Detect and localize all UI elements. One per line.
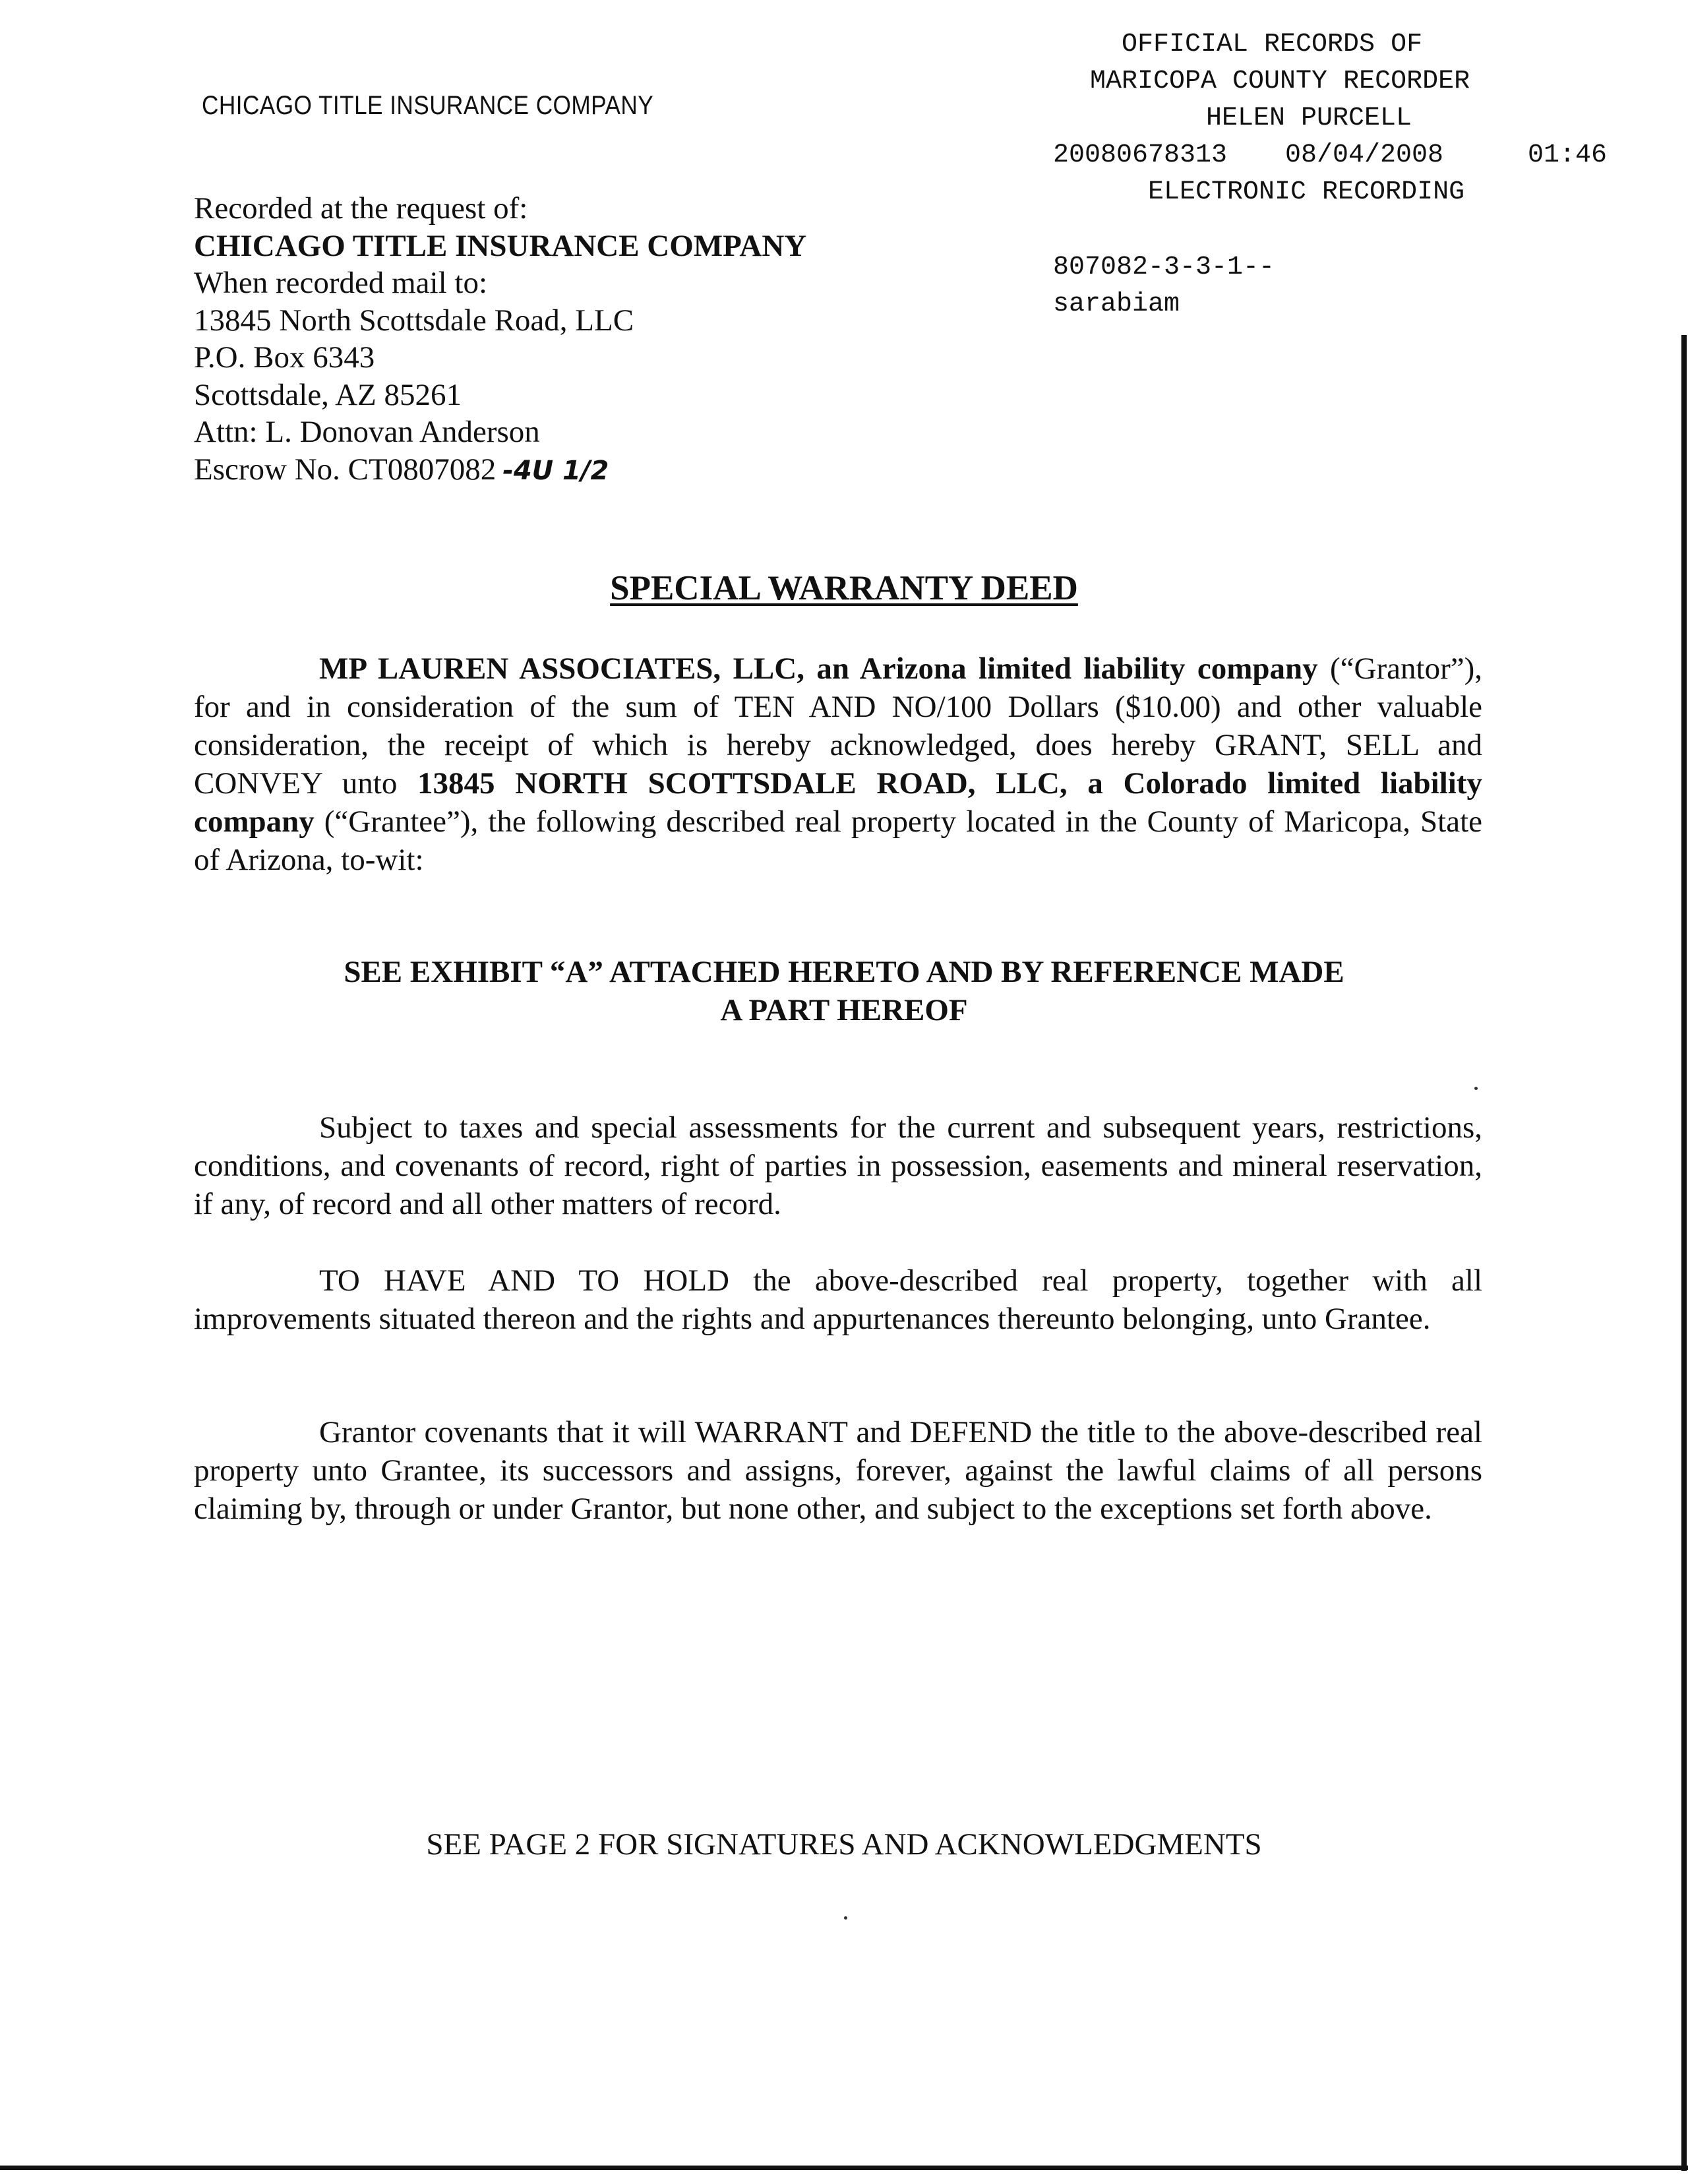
escrow-line — [194, 451, 806, 490]
recorder-line-1: OFFICIAL RECORDS OF — [1122, 30, 1423, 59]
po-box: P.O. Box 6343 — [194, 340, 375, 375]
subject-paragraph — [194, 1108, 1482, 1223]
mail-label: When recorded mail to: — [194, 266, 488, 300]
grantor-name: MP LAUREN ASSOCIATES, LLC, an Arizona limited liability company — [319, 652, 1318, 686]
recorder-date: 08/04/2008 — [1285, 140, 1444, 170]
subject-text: Subject to taxes and special assessments for the current and subsequent years, restrictions, conditions, and covenants of record, right of parties in possession, easements and mineral reservation, if any, of record and all other matters of record. — [194, 1110, 1482, 1221]
exhibit-line-1: SEE EXHIBIT “A” ATTACHED HERETO AND BY REFERENCE MADE — [344, 955, 1344, 989]
requester-name: CHICAGO TITLE INSURANCE COMPANY — [194, 228, 807, 263]
recorder-record-number: 20080678313 — [1053, 140, 1228, 170]
habendum-paragraph — [194, 1261, 1482, 1338]
habendum-text: TO HAVE AND TO HOLD the above-described real property, together with all improvements situated thereon and the rights and appurtenances thereunto belonging, unto Grantee. — [194, 1263, 1482, 1336]
exhibit-line-2: A PART HEREOF — [720, 993, 968, 1027]
grant-paragraph — [194, 650, 1482, 879]
warranty-text: Grantor covenants that it will WARRANT and DEFEND the title to the above-described real property unto Grantee, its successors and assigns, forever, against the lawful claims of all persons claiming by, through or under Grantor, but none other, and subject to the exceptions set forth above. — [194, 1415, 1482, 1526]
scan-speck — [1474, 1087, 1478, 1090]
recorder-line-2: MARICOPA COUNTY RECORDER — [1090, 67, 1470, 96]
recorder-clerk: sarabiam — [1053, 289, 1180, 319]
request-label: Recorded at the request of: — [194, 191, 528, 226]
city-state-zip: Scottsdale, AZ 85261 — [194, 377, 462, 412]
recording-address-block — [194, 190, 806, 489]
escrow-handwritten-note: -4U 1/2 — [502, 455, 609, 486]
document-title — [0, 568, 1688, 608]
warranty-paragraph — [194, 1413, 1482, 1528]
scan-edge-right — [1681, 335, 1687, 2171]
recorder-file-ref: 807082-3-3-1-- — [1053, 253, 1275, 282]
grantee-name: 13845 NORTH SCOTTSDALE ROAD, LLC, a Colorado limited liability company — [194, 766, 1482, 839]
grant-text-1: (“Grantor”), for and in consideration of the sum of TEN AND NO/100 Dollars ($10.00) and other valuable consideration, the receipt of which is hereby acknowledged, does hereby GRANT, SELL and CONVEY unto — [194, 652, 1482, 801]
signatures-note: SEE PAGE 2 FOR SIGNATURES AND ACKNOWLEDGMENTS — [426, 1827, 1262, 1862]
recorder-line-3: HELEN PURCELL — [1206, 104, 1412, 133]
exhibit-reference — [0, 953, 1688, 1029]
grant-text-2: (“Grantee”), the following described real property located in the County of Maricopa, State of Arizona, to-wit: — [194, 804, 1482, 877]
attention-line: Attn: L. Donovan Anderson — [194, 415, 540, 449]
mail-name: 13845 North Scottsdale Road, LLC — [194, 303, 634, 338]
document-title-text: SPECIAL WARRANTY DEED — [610, 569, 1078, 607]
stamp-company-name: CHICAGO TITLE INSURANCE COMPANY — [202, 91, 654, 120]
scan-edge-bottom — [0, 2166, 1688, 2170]
recorder-time: 01:46 — [1528, 140, 1608, 170]
scan-speck — [844, 1916, 847, 1920]
recorder-line-5: ELECTRONIC RECORDING — [1148, 177, 1465, 207]
escrow-number: Escrow No. CT0807082 — [194, 452, 497, 487]
